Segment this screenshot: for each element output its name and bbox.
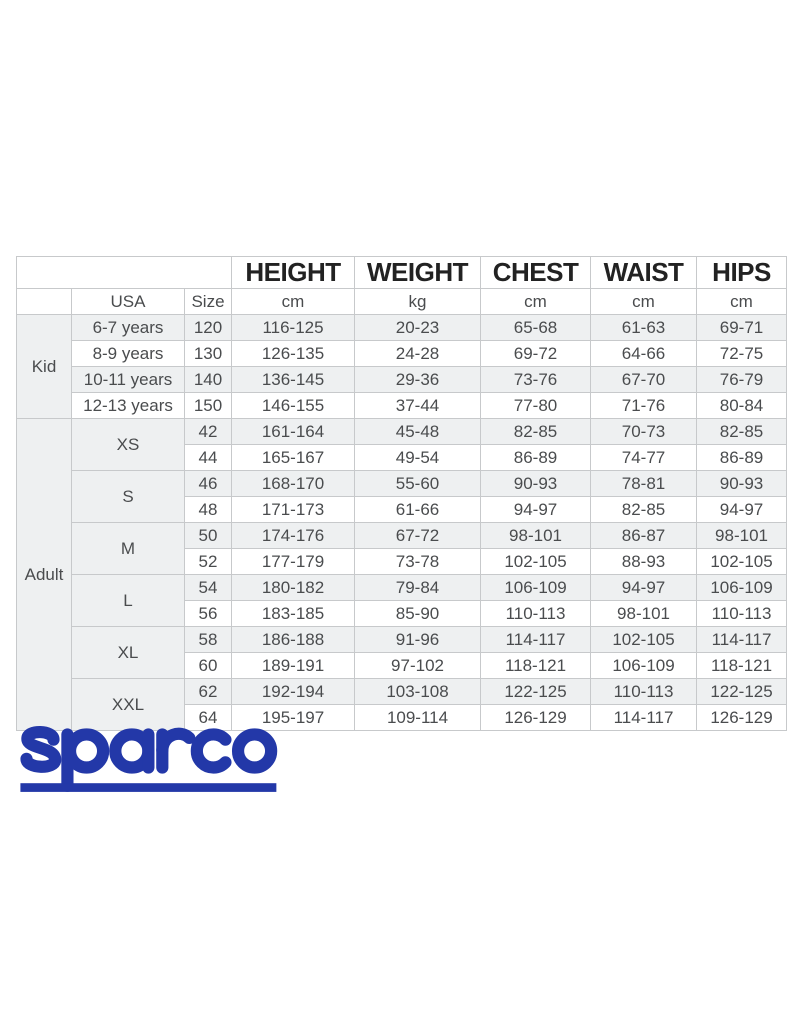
table-row [17,679,787,705]
cell-usa: 12-13 years [72,393,185,419]
cell-hips: 86-89 [697,445,787,471]
cell-chest: 126-129 [481,705,591,731]
table-row [17,341,787,367]
sparco-logo-graphic [16,724,286,798]
cell-size: 60 [185,653,232,679]
cell-waist: 67-70 [591,367,697,393]
cell-waist: 98-101 [591,601,697,627]
cell-chest: 94-97 [481,497,591,523]
cell-chest: 69-72 [481,341,591,367]
cell-waist: 94-97 [591,575,697,601]
cell-weight: 24-28 [355,341,481,367]
cell-weight: 55-60 [355,471,481,497]
unit-weight: kg [355,289,481,315]
cell-hips: 94-97 [697,497,787,523]
table-row [17,419,787,445]
cell-hips: 106-109 [697,575,787,601]
cell-height: 177-179 [232,549,355,575]
cell-weight: 45-48 [355,419,481,445]
cell-size: 46 [185,471,232,497]
cell-hips: 98-101 [697,523,787,549]
size-label-xxl: XXL [72,679,185,731]
cell-size: 130 [185,341,232,367]
cell-weight: 109-114 [355,705,481,731]
cell-size: 44 [185,445,232,471]
table-row [17,471,787,497]
col-header-height: HEIGHT [232,257,355,289]
cell-height: 174-176 [232,523,355,549]
cell-chest: 65-68 [481,315,591,341]
cell-size: 62 [185,679,232,705]
cell-height: 146-155 [232,393,355,419]
cell-chest: 73-76 [481,367,591,393]
cell-usa: 8-9 years [72,341,185,367]
group-label-adult: Adult [17,419,72,731]
cell-size: 58 [185,627,232,653]
cell-size: 120 [185,315,232,341]
unit-chest: cm [481,289,591,315]
size-chart-table [16,256,787,731]
cell-height: 183-185 [232,601,355,627]
cell-waist: 86-87 [591,523,697,549]
cell-waist: 70-73 [591,419,697,445]
cell-size: 56 [185,601,232,627]
cell-height: 192-194 [232,679,355,705]
cell-weight: 37-44 [355,393,481,419]
cell-weight: 67-72 [355,523,481,549]
cell-chest: 86-89 [481,445,591,471]
cell-waist: 102-105 [591,627,697,653]
table-row [17,575,787,601]
cell-height: 171-173 [232,497,355,523]
cell-waist: 74-77 [591,445,697,471]
cell-usa: 10-11 years [72,367,185,393]
size-label-m: M [72,523,185,575]
cell-size: 140 [185,367,232,393]
sparco-logo [16,724,286,798]
blank-header-cell [17,257,232,289]
cell-waist: 110-113 [591,679,697,705]
unit-hips: cm [697,289,787,315]
cell-waist: 106-109 [591,653,697,679]
cell-size: 42 [185,419,232,445]
cell-chest: 82-85 [481,419,591,445]
cell-hips: 110-113 [697,601,787,627]
cell-usa: 6-7 years [72,315,185,341]
cell-chest: 98-101 [481,523,591,549]
table-row [17,627,787,653]
group-label-kid: Kid [17,315,72,419]
cell-chest: 110-113 [481,601,591,627]
cell-weight: 79-84 [355,575,481,601]
cell-height: 136-145 [232,367,355,393]
cell-weight: 103-108 [355,679,481,705]
cell-hips: 114-117 [697,627,787,653]
cell-waist: 71-76 [591,393,697,419]
unit-header-row [17,289,787,315]
col-header-chest: CHEST [481,257,591,289]
cell-weight: 73-78 [355,549,481,575]
col-header-size: Size [185,289,232,315]
cell-waist: 114-117 [591,705,697,731]
cell-chest: 118-121 [481,653,591,679]
cell-hips: 102-105 [697,549,787,575]
cell-hips: 69-71 [697,315,787,341]
cell-height: 165-167 [232,445,355,471]
cell-weight: 97-102 [355,653,481,679]
cell-hips: 118-121 [697,653,787,679]
size-label-l: L [72,575,185,627]
unit-waist: cm [591,289,697,315]
cell-height: 116-125 [232,315,355,341]
cell-hips: 126-129 [697,705,787,731]
cell-chest: 114-117 [481,627,591,653]
cell-chest: 102-105 [481,549,591,575]
cell-size: 150 [185,393,232,419]
cell-size: 50 [185,523,232,549]
size-label-xs: XS [72,419,185,471]
blank-group-cell [17,289,72,315]
cell-waist: 88-93 [591,549,697,575]
cell-height: 168-170 [232,471,355,497]
cell-hips: 72-75 [697,341,787,367]
size-label-xl: XL [72,627,185,679]
measure-header-row [17,257,787,289]
cell-height: 189-191 [232,653,355,679]
cell-hips: 90-93 [697,471,787,497]
cell-weight: 49-54 [355,445,481,471]
col-header-hips: HIPS [697,257,787,289]
cell-weight: 85-90 [355,601,481,627]
table-row [17,367,787,393]
col-header-weight: WEIGHT [355,257,481,289]
cell-hips: 80-84 [697,393,787,419]
size-label-s: S [72,471,185,523]
cell-height: 186-188 [232,627,355,653]
cell-hips: 122-125 [697,679,787,705]
unit-height: cm [232,289,355,315]
cell-size: 52 [185,549,232,575]
cell-hips: 76-79 [697,367,787,393]
col-header-waist: WAIST [591,257,697,289]
cell-chest: 90-93 [481,471,591,497]
cell-weight: 61-66 [355,497,481,523]
cell-weight: 29-36 [355,367,481,393]
cell-height: 180-182 [232,575,355,601]
cell-height: 126-135 [232,341,355,367]
table-row [17,393,787,419]
cell-size: 64 [185,705,232,731]
cell-waist: 61-63 [591,315,697,341]
cell-weight: 20-23 [355,315,481,341]
cell-chest: 106-109 [481,575,591,601]
cell-weight: 91-96 [355,627,481,653]
cell-waist: 82-85 [591,497,697,523]
cell-hips: 82-85 [697,419,787,445]
cell-waist: 64-66 [591,341,697,367]
cell-waist: 78-81 [591,471,697,497]
col-header-usa: USA [72,289,185,315]
cell-chest: 122-125 [481,679,591,705]
cell-size: 54 [185,575,232,601]
cell-chest: 77-80 [481,393,591,419]
table-row [17,523,787,549]
cell-height: 161-164 [232,419,355,445]
cell-size: 48 [185,497,232,523]
cell-height: 195-197 [232,705,355,731]
table-row [17,315,787,341]
